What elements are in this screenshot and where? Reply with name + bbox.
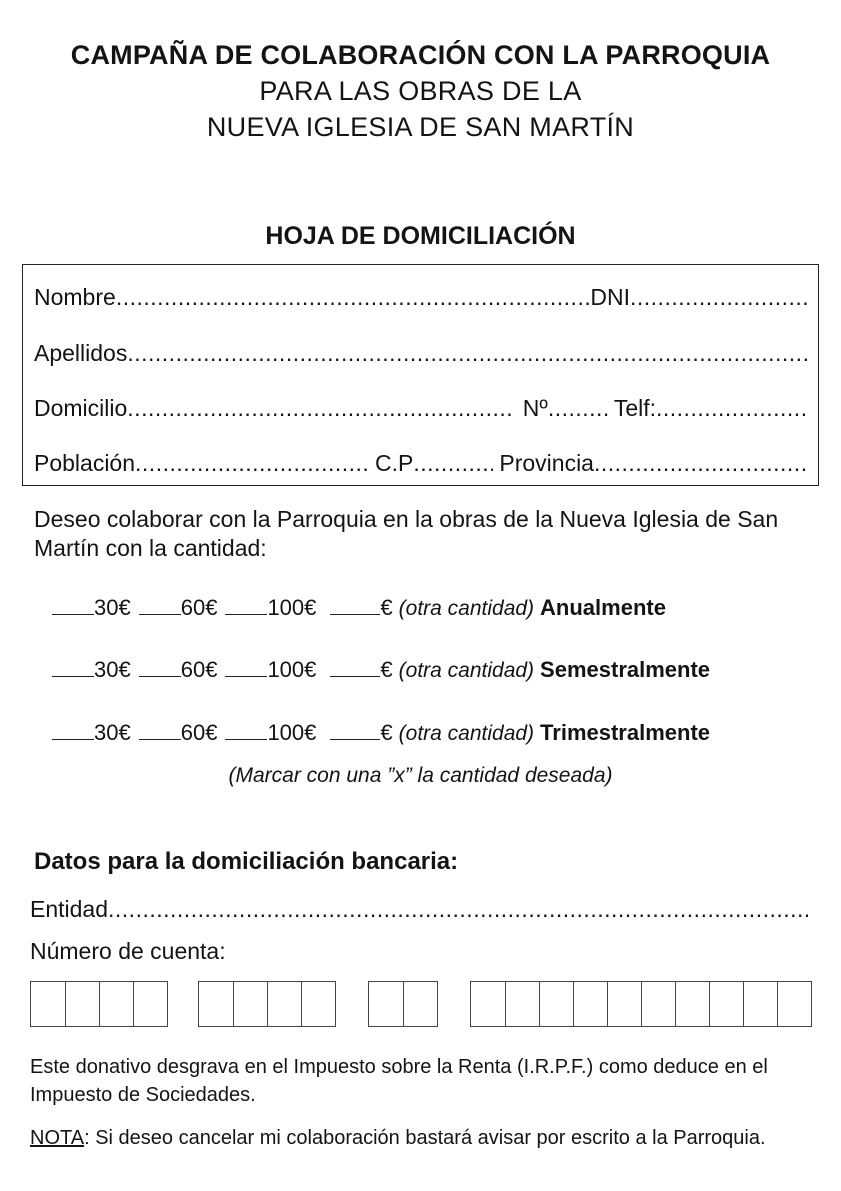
account-digit-cell[interactable]	[267, 982, 301, 1026]
poblacion-field[interactable]	[135, 450, 367, 477]
campaign-title: CAMPAÑA DE COLABORACIÓN CON LA PARROQUIA	[70, 40, 771, 70]
amount-label: 60€	[180, 720, 218, 745]
numero-label: Nº	[522, 395, 548, 421]
amount-checkbox[interactable]	[52, 613, 94, 615]
cp-label: C.P	[375, 450, 414, 476]
account-digit-cell[interactable]	[369, 982, 403, 1026]
amount-label: 100€	[267, 657, 317, 682]
amount-checkbox[interactable]	[139, 613, 181, 615]
nota-text: : Si deseo cancelar mi colaboración bastará avisar por escrito a la Parroquia.	[84, 1127, 766, 1149]
account-group-control	[368, 981, 438, 1027]
amount-label: 100€	[267, 720, 317, 745]
telf-label: Telf:	[613, 395, 656, 421]
amount-label: 100€	[267, 595, 317, 620]
amount-row-annual	[52, 595, 666, 621]
account-digit-cell[interactable]	[99, 982, 133, 1026]
tax-note: Este donativo desgrava en el Impuesto sobre la Renta (I.R.P.F.) como deduce en el Impuesto de Sociedades.	[30, 1056, 768, 1106]
row-domicilio	[34, 395, 808, 422]
amount-label: 60€	[180, 595, 218, 620]
entidad-field[interactable]	[108, 896, 808, 923]
row-apellidos	[34, 340, 808, 367]
period-label: Semestralmente	[540, 657, 711, 682]
currency-symbol: €	[380, 720, 393, 745]
currency-symbol: €	[380, 657, 393, 682]
account-digit-cell[interactable]	[133, 982, 167, 1026]
row-nombre-dni	[34, 284, 808, 311]
other-amount-label: (otra cantidad)	[398, 659, 535, 682]
account-digit-cell[interactable]	[709, 982, 743, 1026]
account-digit-cell[interactable]	[675, 982, 709, 1026]
amount-checkbox[interactable]	[225, 738, 267, 740]
account-digit-cell[interactable]	[31, 982, 65, 1026]
poblacion-label: Población	[34, 450, 136, 476]
amount-checkbox[interactable]	[139, 738, 181, 740]
account-digit-cell[interactable]	[641, 982, 675, 1026]
domicilio-label: Domicilio	[34, 395, 128, 421]
provincia-label: Provincia	[499, 450, 594, 476]
amount-label: 30€	[94, 595, 131, 620]
account-digit-cell[interactable]	[743, 982, 777, 1026]
amount-label: 30€	[94, 720, 131, 745]
campaign-subtitle-line2: NUEVA IGLESIA DE SAN MARTÍN	[206, 112, 635, 142]
form-heading: HOJA DE DOMICILIACIÓN	[265, 222, 576, 250]
nombre-field[interactable]	[116, 284, 591, 311]
apellidos-field[interactable]	[127, 340, 808, 367]
period-label: Trimestralmente	[540, 720, 711, 745]
row-poblacion	[34, 450, 808, 477]
amount-row-semiannual	[52, 657, 710, 683]
account-digit-cell[interactable]	[199, 982, 233, 1026]
amount-label: 30€	[94, 657, 131, 682]
amount-checkbox[interactable]	[225, 613, 267, 615]
account-digit-cell[interactable]	[505, 982, 539, 1026]
amount-checkbox[interactable]	[225, 675, 267, 677]
amount-checkbox[interactable]	[52, 675, 94, 677]
bank-heading: Datos para la domiciliación bancaria:	[34, 848, 459, 875]
period-label: Anualmente	[540, 595, 666, 620]
nombre-label: Nombre	[34, 284, 116, 310]
account-digit-cell[interactable]	[471, 982, 505, 1026]
other-amount-input[interactable]	[330, 738, 380, 740]
entidad-label: Entidad	[30, 896, 109, 922]
account-digit-cell[interactable]	[607, 982, 641, 1026]
account-digit-cell[interactable]	[403, 982, 437, 1026]
other-amount-input[interactable]	[330, 675, 380, 677]
numero-field[interactable]	[548, 395, 610, 422]
dni-label: DNI	[590, 284, 630, 310]
selection-hint: (Marcar con una ”x” la cantidad deseada)	[228, 764, 613, 787]
dni-field[interactable]	[630, 284, 808, 311]
account-digit-cell[interactable]	[65, 982, 99, 1026]
currency-symbol: €	[380, 595, 393, 620]
amount-checkbox[interactable]	[52, 738, 94, 740]
apellidos-label: Apellidos	[34, 340, 128, 366]
account-digit-cell[interactable]	[777, 982, 811, 1026]
account-group-bank	[30, 981, 168, 1027]
cancel-note	[30, 1127, 766, 1150]
other-amount-label: (otra cantidad)	[398, 722, 535, 745]
account-digit-cell[interactable]	[539, 982, 573, 1026]
account-digit-cell[interactable]	[573, 982, 607, 1026]
account-group-number	[470, 981, 812, 1027]
account-digit-cell[interactable]	[301, 982, 335, 1026]
cp-field[interactable]	[413, 450, 493, 477]
amount-label: 60€	[180, 657, 218, 682]
telf-field[interactable]	[656, 395, 808, 422]
campaign-subtitle-line1: PARA LAS OBRAS DE LA	[259, 76, 582, 106]
account-digit-cell[interactable]	[233, 982, 267, 1026]
row-entidad	[30, 896, 808, 923]
account-number-label: Número de cuenta:	[30, 938, 226, 964]
nota-label: NOTA	[30, 1127, 85, 1149]
amount-checkbox[interactable]	[139, 675, 181, 677]
contribution-intro: Deseo colaborar con la Parroquia en la obras de la Nueva Iglesia de San Martín con la cantidad:	[34, 506, 779, 561]
other-amount-label: (otra cantidad)	[398, 597, 535, 620]
account-group-branch	[198, 981, 336, 1027]
other-amount-input[interactable]	[330, 613, 380, 615]
domicilio-field[interactable]	[127, 395, 515, 422]
amount-row-quarterly	[52, 720, 710, 746]
provincia-field[interactable]	[594, 450, 808, 477]
